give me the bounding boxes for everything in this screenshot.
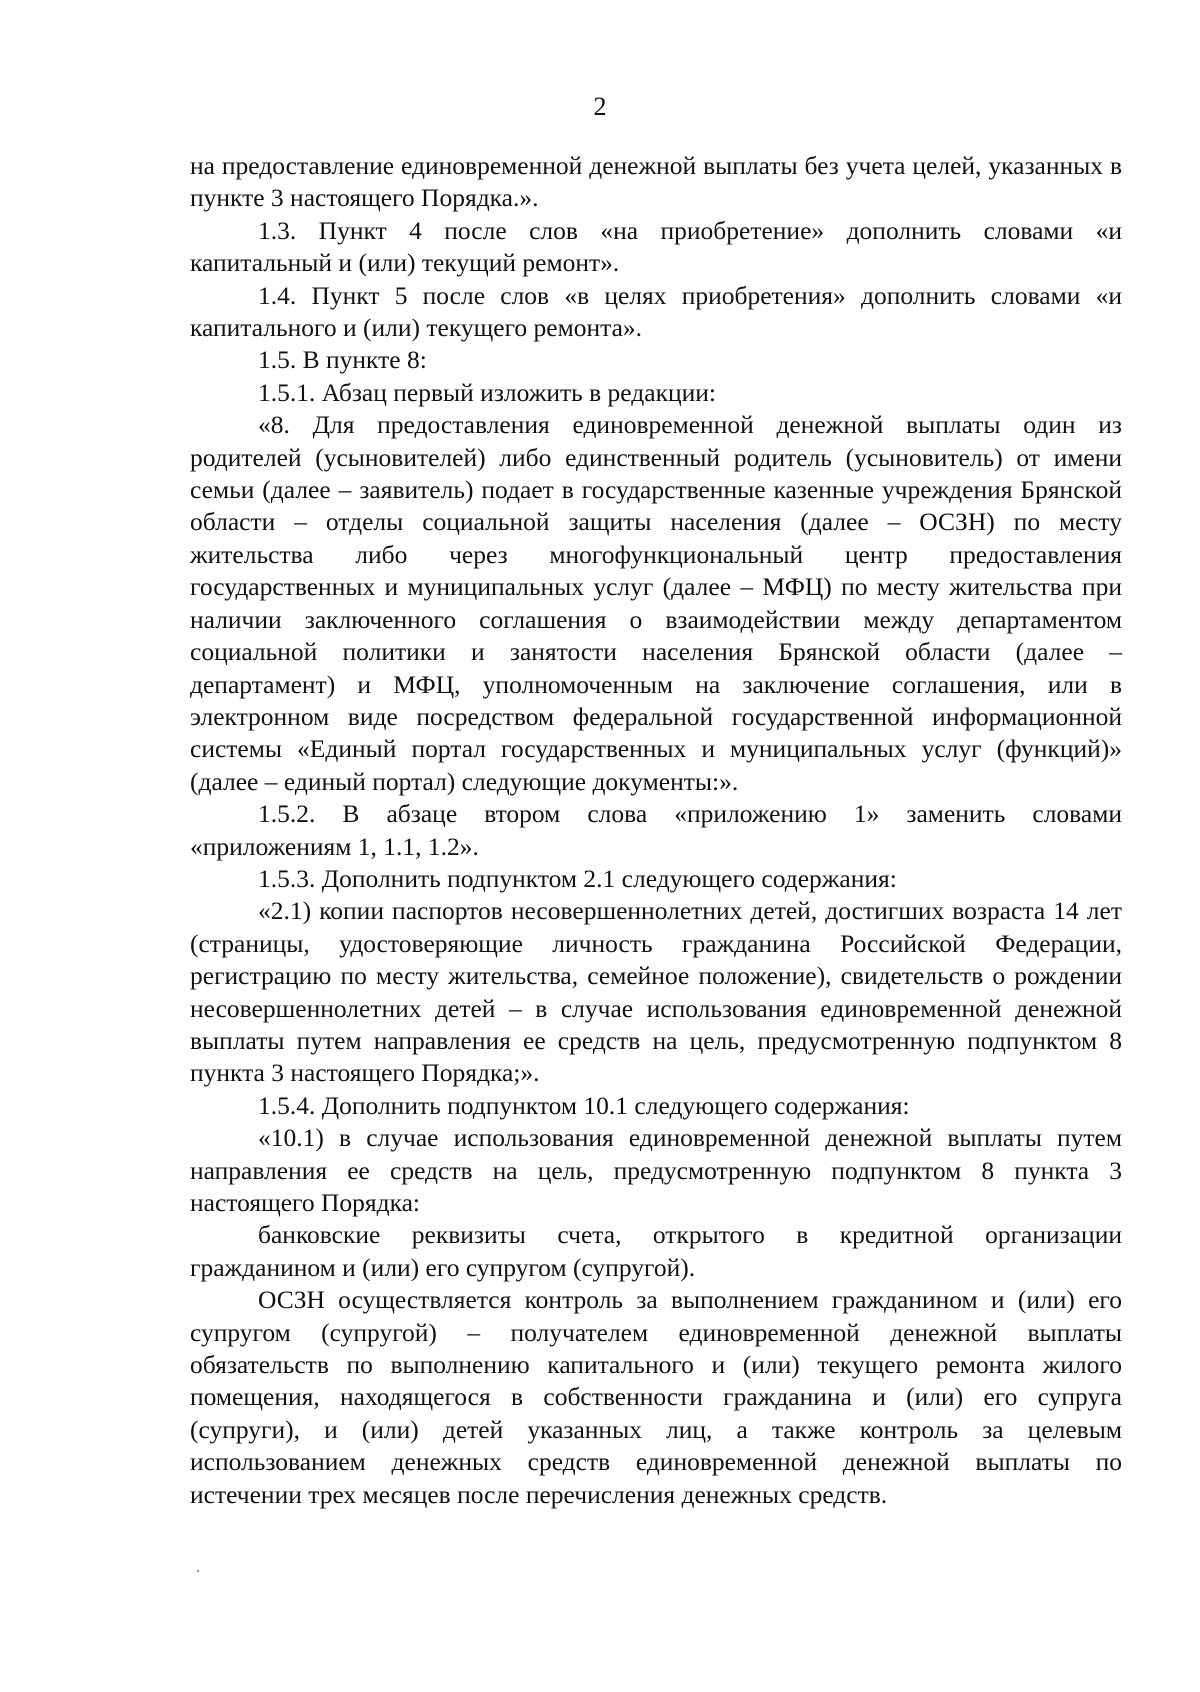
paragraph-continuation: на предоставление единовременной денежной выплаты без учета целей, указанных в пункте 3 настоящего Порядка.». — [190, 151, 1122, 213]
scan-speck — [197, 1570, 199, 1572]
paragraph-1-5-3: 1.5.3. Дополнить подпунктом 2.1 следующего содержания: — [258, 863, 897, 893]
paragraph-1-3: 1.3. Пункт 4 после слов «на приобретение» дополнить словами «и капитальный и (или) текущий ремонт». — [190, 215, 1122, 278]
paragraph-oszn-control: ОСЗН осуществляется контроль за выполнением гражданином и (или) его супругом (супругой) – получателем единовременной денежной выплаты обязательств по выполнению капитального и (или) текущего ремонта жилого помещения, находящегося в собственности гражданина и (или) его супруга (супруги), и (или) детей указанных лиц, а также контроль за целевым использованием денежных средств единовременной денежной выплаты по истечении трех месяцев после перечисления денежных средств. — [190, 1285, 1122, 1509]
paragraph-2-1-quote: «2.1) копии паспортов несовершеннолетних детей, достигших возраста 14 лет (страницы, удостоверяющие личность гражданина Российской Федерации, регистрацию по месту жительства, семейное положение), свидетельств о рождении несовершеннолетних детей – в случае использования единовременной денежной выплаты путем направления ее средств на цель, предусмотренную подпунктом 8 пункта 3 настоящего Порядка;». — [190, 896, 1122, 1088]
page-number: 2 — [593, 92, 607, 121]
paragraph-item-8-quote: «8. Для предоставления единовременной денежной выплаты один из родителей (усыновителей) либо единственный родитель (усыновитель) от имени семьи (далее – заявитель) подает в государственные казенные учреждения Брянской области – отделы социальной защиты населения (далее – ОСЗН) по месту жительства либо через многофункциональный центр предоставления государственных и муниципальных услуг (далее – МФЦ) по месту жительства при наличии заключенного соглашения о взаимодействии между департаментом социальной политики и занятости населения Брянской области (далее – департамент) и МФЦ, уполномоченным на заключение соглашения, или в электронном виде посредством федеральной государственной информационной системы «Единый портал государственных и муниципальных услуг (функций)» (далее – единый портал) следующие документы:». — [190, 410, 1122, 796]
paragraph-1-5-4: 1.5.4. Дополнить подпунктом 10.1 следующего содержания: — [258, 1090, 910, 1120]
paragraph-bank-details: банковские реквизиты счета, открытого в кредитной организации гражданином и (или) его супругом (супругой). — [190, 1220, 1122, 1282]
paragraph-1-5-1: 1.5.1. Абзац первый изложить в редакции: — [258, 377, 716, 407]
document-body — [190, 150, 1122, 1511]
paragraph-1-4: 1.4. Пункт 5 после слов «в целях приобретения» дополнить словами «и капитального и (или) текущего ремонта». — [190, 280, 1122, 343]
paragraph-1-5-2: 1.5.2. В абзаце втором слова «приложению 1» заменить словами «приложениям 1, 1.1, 1.2». — [190, 799, 1122, 861]
paragraph-10-1-quote: «10.1) в случае использования единовременной денежной выплаты путем направления ее средств на цель, предусмотренную подпунктом 8 пункта 3 настоящего Порядка: — [190, 1123, 1122, 1217]
paragraph-1-5: 1.5. В пункте 8: — [258, 345, 427, 375]
